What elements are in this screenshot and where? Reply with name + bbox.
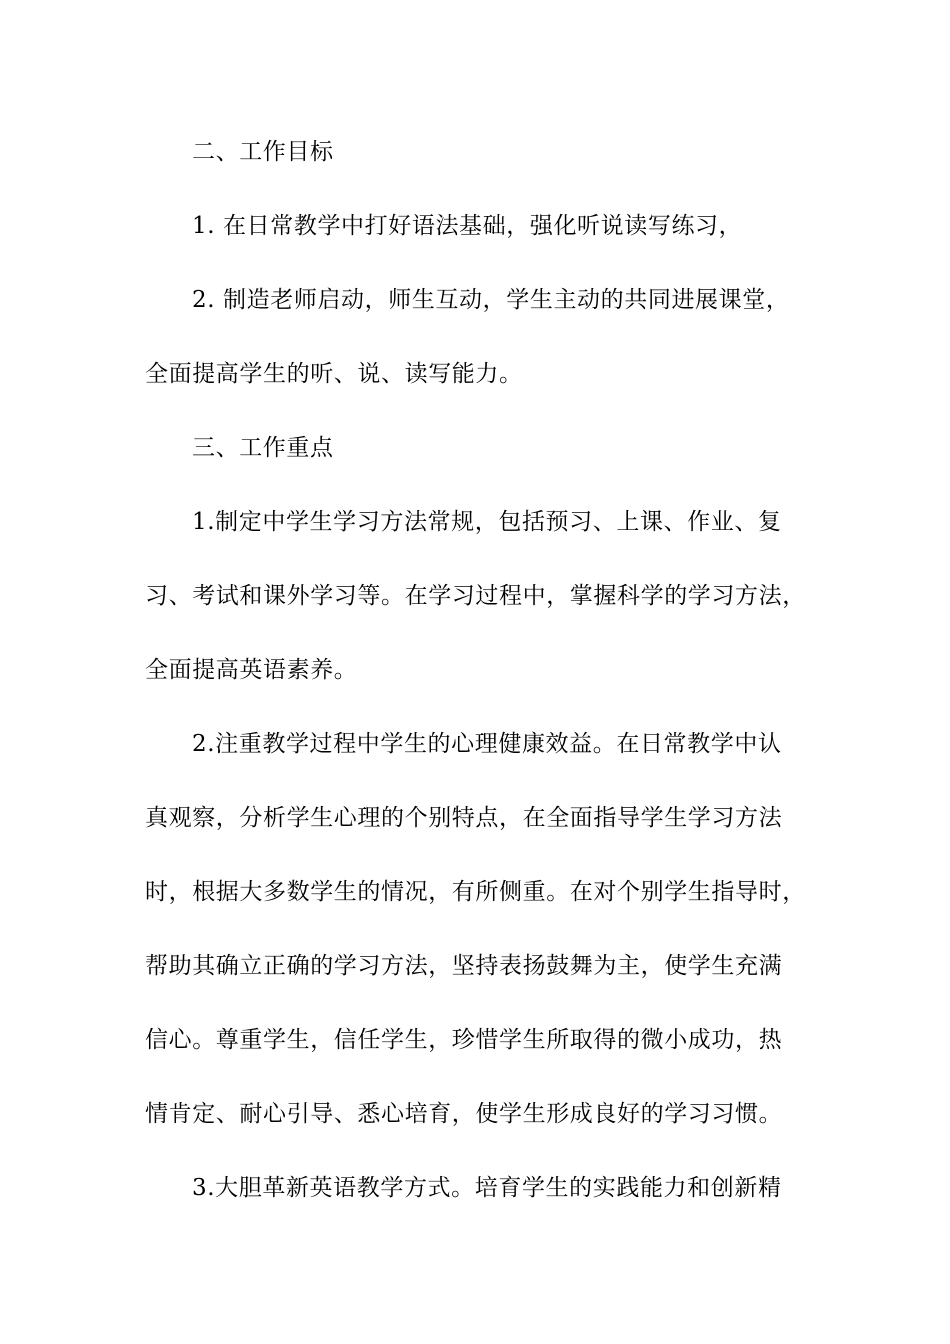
paragraph-line: 时，根据大多数学生的情况，有所侧重。在对个别学生指导时， (145, 879, 806, 905)
paragraph-line: 1. 在日常教学中打好语法基础，强化听说读写练习， (192, 213, 743, 239)
paragraph-line: 1.制定中学生学习方法常规，包括预习、上课、作业、复 (192, 509, 782, 535)
section-heading-goals: 二、工作目标 (192, 139, 334, 165)
paragraph-line: 全面提高学生的听、说、读写能力。 (145, 361, 523, 387)
paragraph-line: 2. 制造老师启动，师生互动，学生主动的共同进展课堂， (192, 287, 790, 313)
paragraph-line: 信心。尊重学生，信任学生，珍惜学生所取得的微小成功，热 (145, 1027, 783, 1053)
paragraph-line: 习、考试和课外学习等。在学习过程中，掌握科学的学习方法， (145, 583, 806, 609)
paragraph-line: 全面提高英语素养。 (145, 657, 358, 683)
paragraph-line: 情肯定、耐心引导、悉心培育，使学生形成良好的学习习惯。 (145, 1101, 783, 1127)
section-heading-focus: 三、工作重点 (192, 435, 334, 461)
paragraph-line: 3.大胆革新英语教学方式。培育学生的实践能力和创新精 (192, 1175, 782, 1201)
paragraph-line: 帮助其确立正确的学习方法，坚持表扬鼓舞为主，使学生充满 (145, 953, 783, 979)
paragraph-line: 真观察，分析学生心理的个别特点，在全面指导学生学习方法 (145, 805, 783, 831)
paragraph-line: 2.注重教学过程中学生的心理健康效益。在日常教学中认 (192, 731, 782, 757)
